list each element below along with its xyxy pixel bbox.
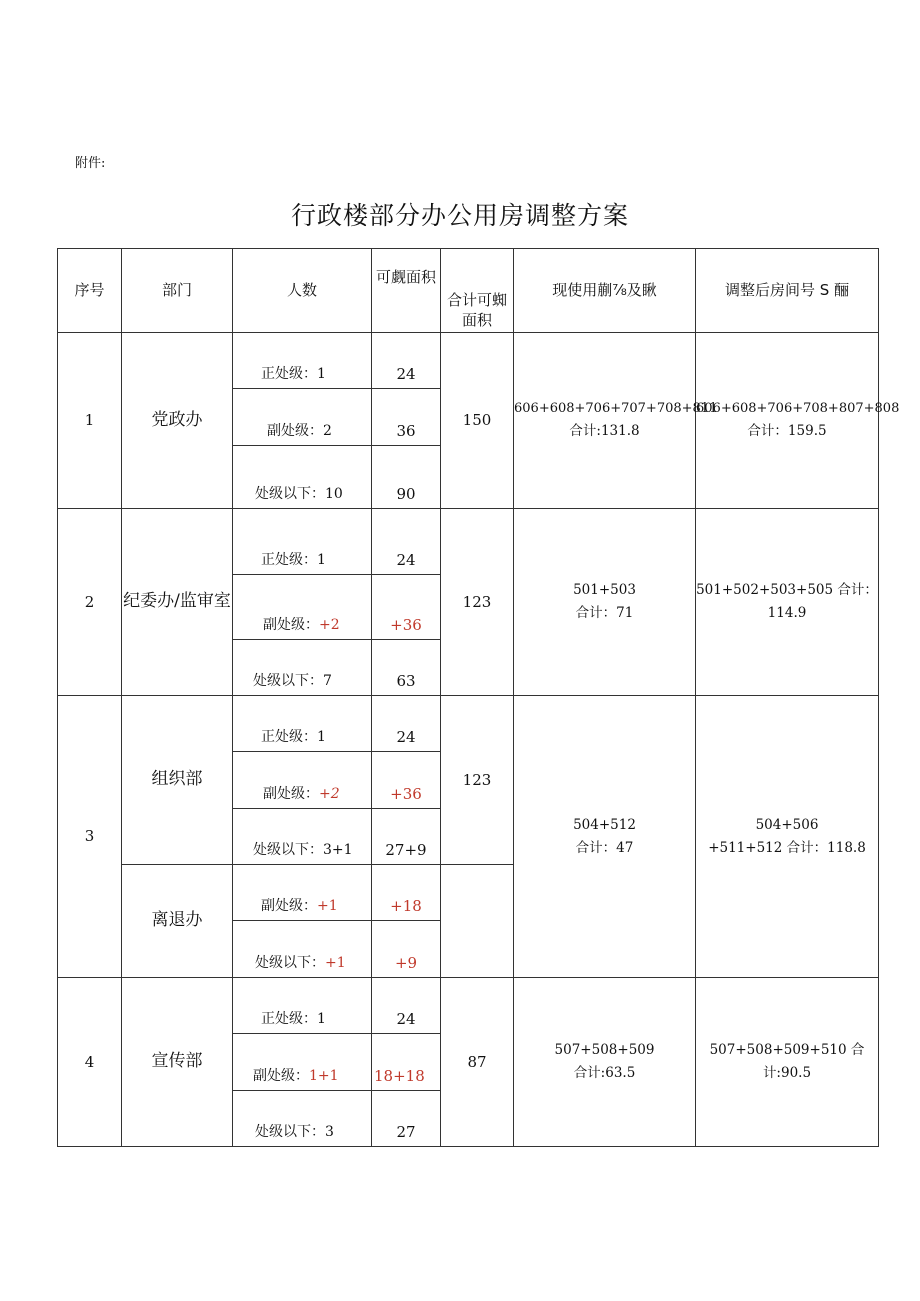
level-cell: 处级以下：+1 [233,921,372,978]
header-dept: 部门 [122,249,233,333]
table-row [58,509,879,575]
table-row [58,333,879,389]
area-cell: 24 [372,509,441,575]
seq-cell: 3 [58,696,122,978]
area-cell: 63 [372,640,441,696]
current-rooms-cell: 507+508+509 合计:63.5 [514,978,696,1147]
area-cell: 24 [372,978,441,1034]
level-cell: 处级以下：3 [233,1091,372,1147]
adjusted-rooms-cell: 504+506 +511+512 合计：118.8 [696,696,879,978]
total-cell-empty [441,865,514,978]
seq-cell: 2 [58,509,122,696]
current-rooms-cell: 501+503 合计：71 [514,509,696,696]
header-current: 现使用蒯⅞及瞅 [514,249,696,333]
seq-cell: 4 [58,978,122,1147]
level-cell: 副处级：1+1 [233,1034,372,1091]
level-cell: 正处级：1 [233,509,372,575]
area-cell: 24 [372,333,441,389]
header-seq: 序号 [58,249,122,333]
area-cell: +9 [372,921,441,978]
level-cell: 处级以下：3+1 [233,809,372,865]
adjusted-rooms-cell: 507+508+509+510 合 计:90.5 [696,978,879,1147]
area-cell: 18+18 [372,1034,441,1091]
level-cell: 正处级：1 [233,333,372,389]
area-cell: 90 [372,446,441,509]
total-cell: 123 [441,509,514,696]
area-cell: 27 [372,1091,441,1147]
area-cell: 27+9 [372,809,441,865]
area-cell: 36 [372,389,441,446]
total-cell: 123 [441,696,514,865]
seq-cell: 1 [58,333,122,509]
table-row [58,696,879,752]
adjusted-rooms-cell: 501+502+503+505 合计： 114.9 [696,509,879,696]
adjusted-rooms-cell: 606+608+706+708+807+808 合计：159.5 [696,333,879,509]
dept-cell: 党政办 [122,333,233,509]
current-rooms-cell: 606+608+706+707+708+811 合计:131.8 [514,333,696,509]
level-cell: 副处级：+2 [233,575,372,640]
header-people: 人数 [233,249,372,333]
area-cell: 24 [372,696,441,752]
total-cell: 87 [441,978,514,1147]
current-rooms-cell: 504+512 合计：47 [514,696,696,978]
attachment-label: 附件: [75,156,106,171]
header-row [58,249,879,333]
level-cell: 副处级：+2 [233,752,372,809]
header-total: 合计可蜘面积 [441,249,514,333]
dept-cell: 离退办 [122,865,233,978]
page-title: 行政楼部分办公用房调整方案 [290,201,629,230]
level-cell: 副处级：2 [233,389,372,446]
header-adjusted: 调整后房间号 S 酾 [696,249,879,333]
level-cell: 副处级：+1 [233,865,372,921]
header-area: 可觑面积 [372,249,441,333]
area-cell: +36 [372,575,441,640]
office-allocation-table [57,248,900,1147]
level-cell: 正处级：1 [233,696,372,752]
total-cell: 150 [441,333,514,509]
level-cell: 正处级：1 [233,978,372,1034]
table-row [58,978,879,1034]
dept-cell: 组织部 [122,696,233,865]
dept-cell: 纪委办/监审室 [122,509,233,696]
area-cell: +36 [372,752,441,809]
level-cell: 处级以下：10 [233,446,372,509]
dept-cell: 宣传部 [122,978,233,1147]
area-cell: +18 [372,865,441,921]
level-cell: 处级以下：7 [233,640,372,696]
